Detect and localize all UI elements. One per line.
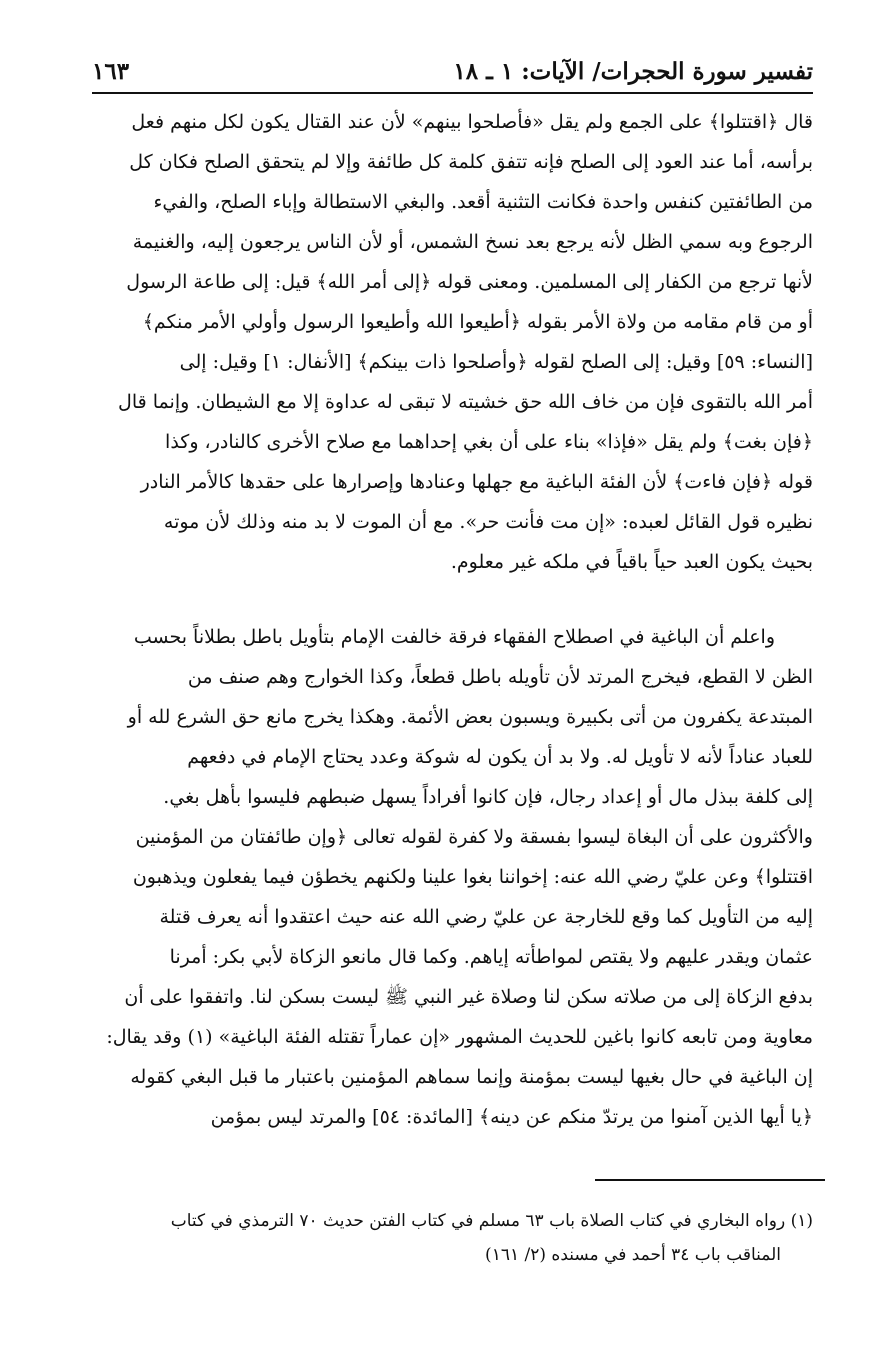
text-line: نظيره قول القائل لعبده: «إن مت فأنت حر». مع أن الموت لا بد منه وذلك لأن موته [163,511,813,533]
text-line: قال ﴿اقتتلوا﴾ على الجمع ولم يقل «فأصلحوا بينهم» لأن عند القتال يكون لكل منهم فعل [131,111,813,133]
text-line: إن الباغية في حال بغيها ليست بمؤمنة وإنما سماهم المؤمنين باعتبار ما قبل البغي كقوله [130,1066,813,1088]
text-line: بحيث يكون العبد حياً باقياً في ملكه غير معلوم. [450,551,813,573]
paragraph [92,102,813,582]
text-line: من الطائفتين كنفس واحدة فكانت التثنية أقعد. والبغي الاستطالة وإباء الصلح، والفيء [153,191,813,213]
text-line: إلى كلفة ببذل مال أو إعداد رجال، فإن كانوا أفراداً يسهل ضبطهم فليسوا بأهل بغي. [163,786,813,808]
paragraph [92,617,813,1137]
text-line: أو من قام مقامه من ولاة الأمر بقوله ﴿أطيعوا الله وأطيعوا الرسول وأولي الأمر منكم﴾ [142,311,813,333]
page-header [92,56,813,94]
main-text [92,102,813,1137]
footnote-line: (١) رواه البخاري في كتاب الصلاة باب ٦٣ مسلم في كتاب الفتن حديث ٧٠ الترمذي في كتاب [170,1211,813,1231]
text-line: عثمان ويقدر عليهم ولا يقتص لمواطأته إياهم. وكما قال مانعو الزكاة لأبي بكر: أمرنا [169,946,813,968]
running-title: تفسير سورة الحجرات/ الآيات: ١ ـ ١٨ [453,58,813,85]
text-line: أمر الله بالتقوى فإن من خاف الله حق خشيته لا تبقى له عداوة إلا مع الشيطان. وإنما قال [118,391,813,413]
footnote-divider [595,1179,825,1181]
paragraph-gap [92,582,813,617]
text-line: إليه من التأويل كما وقع للخارجة عن عليّ رضي الله عنه حيث اعتقدوا أنه يعرف قتلة [159,906,813,928]
text-line: برأسه، أما عند العود إلى الصلح فإنه تتفق كلمة كل طائفة وإلا لم يتحقق الصلح فكان كل [129,151,813,173]
footnote-line: المناقب باب ٣٤ أحمد في مسنده (٢/ ١٦١) [485,1245,781,1265]
text-line: الظن لا القطع، فيخرج المرتد لأن تأويله باطل قطعاً، وكذا الخوارج وهم صنف من [187,666,813,688]
text-line: بدفع الزكاة إلى من صلاته سكن لنا وصلاة غير النبي ﷺ ليست بسكن لنا. واتفقوا على أن [124,986,813,1008]
text-line: المبتدعة يكفرون من أتى بكبيرة ويسبون بعض الأئمة. وهكذا يخرج مانع حق الشرع لله أو [127,706,813,728]
text-line: ﴿يا أيها الذين آمنوا من يرتدّ منكم عن دينه﴾ [المائدة: ٥٤] والمرتد ليس بمؤمن [210,1106,813,1128]
text-line: لأنها ترجع من الكفار إلى المسلمين. ومعنى قوله ﴿إلى أمر الله﴾ قيل: إلى طاعة الرسول [126,271,813,293]
text-line: معاوية ومن تابعه كانوا باغين للحديث المشهور «إن عماراً تقتله الفئة الباغية» (١) وقد يقال: [106,1026,813,1048]
footnotes [92,1204,813,1272]
text-line: [النساء: ٥٩] وقيل: إلى الصلح لقوله ﴿وأصلحوا ذات بينكم﴾ [الأنفال: ١] وقيل: إلى [179,351,813,373]
page-number: ١٦٣ [92,58,130,85]
text-line: واعلم أن الباغية في اصطلاح الفقهاء فرقة خالفت الإمام بتأويل باطل بطلاناً بحسب [133,626,775,648]
text-line: قوله ﴿فإن فاءت﴾ لأن الفئة الباغية مع جهلها وعنادها وإصرارها على حقدها كالأمر النادر [140,471,813,493]
text-line: اقتتلوا﴾ وعن عليّ رضي الله عنه: إخواننا بغوا علينا ولكنهم يخطؤن فيما يفعلون ويذهبون [132,866,813,888]
text-line: للعباد عناداً لأنه لا تأويل له. ولا بد أن يكون له شوكة وعدد يحتاج الإمام في دفعهم [187,746,813,768]
text-line: ﴿فإن بغت﴾ ولم يقل «فإذا» بناء على أن بغي إحداهما مع صلاح الأخرى كالنادر، وكذا [165,431,813,453]
text-line: الرجوع وبه سمي الظل لأنه يرجع بعد نسخ الشمس، أو لأن الناس يرجعون إليه، والغنيمة [132,231,813,253]
text-line: والأكثرون على أن البغاة ليسوا بفسقة ولا كفرة لقوله تعالى ﴿وإن طائفتان من المؤمنين [135,826,813,848]
